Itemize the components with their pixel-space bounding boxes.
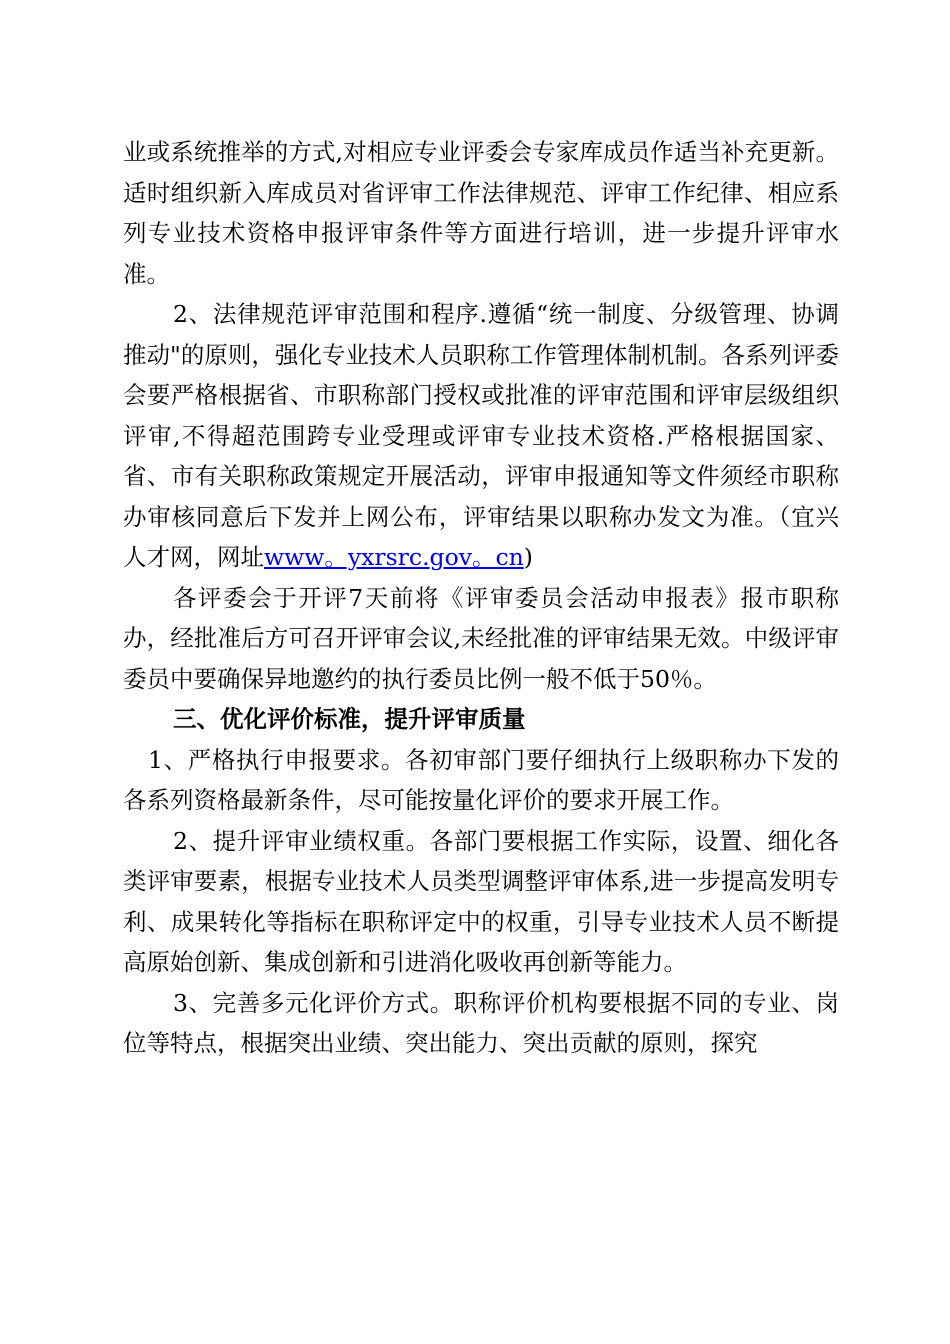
paragraph-diversified-evaluation: 3、完善多元化评价方式。职称评价机构要根据不同的专业、岗位等特点，根据突出业绩、突出能力、突出贡献的原则，探究 [123, 988, 839, 1057]
paragraph-expert-library: 业或系统推举的方式,对相应专业评委会专家库成员作适当补充更新。适时组织新入库成员对省评审工作法律规范、评审工作纪律、相应系列专业技术资格申报评审条件等方面进行培训，进一步提升评审水准。 [123, 138, 839, 288]
closing-paren: ) [523, 543, 533, 571]
paragraph-performance-weight: 2、提升评审业绩权重。各部门要根据工作实际，设置、细化各类评审要素，根据专业技术人员类型调整评审体系,进一步提高发明专利、成果转化等指标在职称评定中的权重，引导专业技术人员不断提高原始创新、集成创新和引进消化吸收再创新等能力。 [123, 826, 839, 976]
paragraph-requirements: 1、严格执行申报要求。各初审部门要仔细执行上级职称办下发的各系列资格最新条件，尽可能按量化评价的要求开展工作。 [123, 745, 839, 814]
section-heading-3: 三、优化评价标准，提升评审质量 [173, 705, 526, 733]
document-body [123, 132, 839, 1064]
paragraph-application-form: 各评委会于开评7天前将《评审委员会活动申报表》报市职称办，经批准后方可召开评审会议,未经批准的评审结果无效。中级评审委员中要确保异地邀约的执行委员比例一般不低于50％。 [123, 583, 839, 693]
website-link[interactable]: www。yxrsrc.gov。cn [264, 543, 524, 571]
paragraph-standardize-scope [123, 294, 839, 578]
paragraph-standardize-scope-text: 2、法律规范评审范围和程序.遵循“统一制度、分级管理、协调推动"的原则，强化专业技术人员职称工作管理体制机制。各系列评委会要严格根据省、市职称部门授权或批准的评审范围和评审层级组织评审,不得超范围跨专业受理或评审专业技术资格.严格根据国家、省、市有关职称政策规定开展活动，评审申报通知等文件须经市职称办审核同意后下发并上网公布，评审结果以职称办发文为准。（宜兴人才网，网址 [123, 300, 839, 571]
